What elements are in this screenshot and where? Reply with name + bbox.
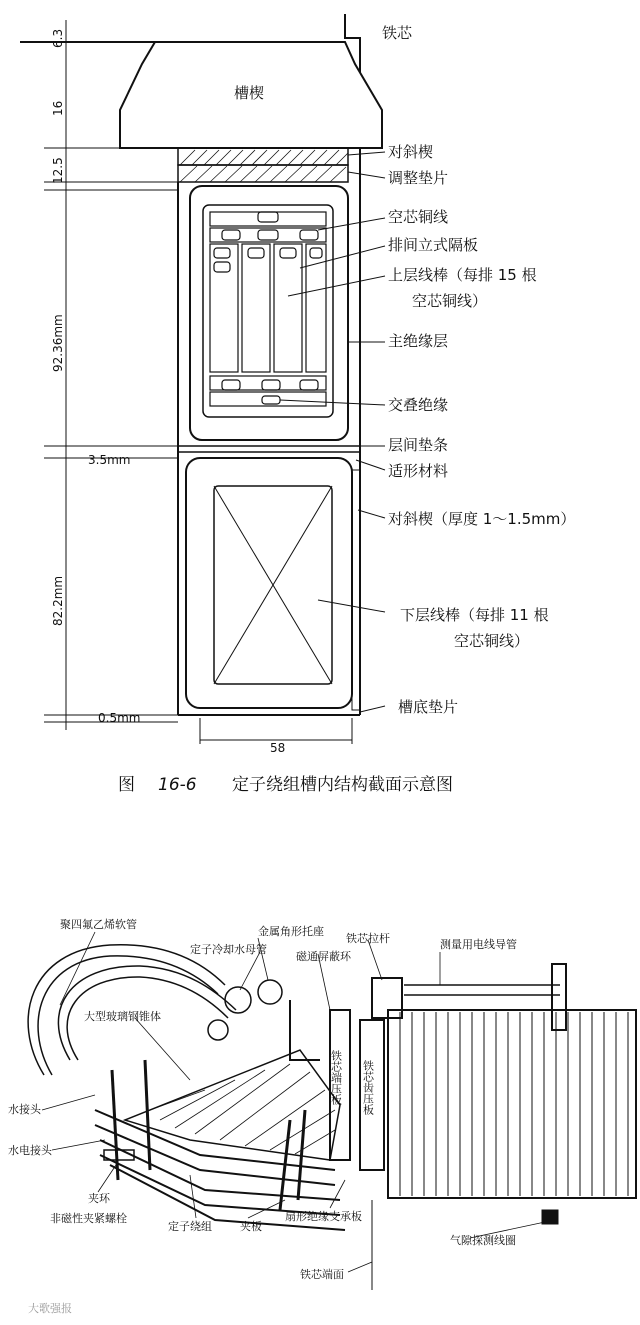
label-metal-bracket: 金属角形托座	[258, 925, 324, 938]
label-stator-winding: 定子绕组	[168, 1220, 212, 1233]
stator-core-block	[388, 1010, 636, 1198]
label-flux-shield: 磁通屏蔽环	[296, 950, 351, 963]
label-core-end-press-plate: 铁芯端压板	[329, 1050, 343, 1105]
dim-6-3: 6.3	[51, 28, 65, 48]
watermark: 大歌强报	[28, 1302, 72, 1315]
label-diag-wedge-top: 对斜楔	[388, 143, 434, 161]
label-upper-bar-line2: 空芯铜线）	[412, 292, 488, 310]
stator-end-structure	[8, 917, 636, 1315]
dim-92-36: 92.36mm	[51, 314, 65, 372]
label-clamp-ring: 夹环	[88, 1192, 110, 1205]
label-fan-support: 扇形绝缘支承板	[285, 1210, 362, 1223]
label-core-tie-rod: 铁芯拉杆	[346, 932, 390, 945]
label-glass-steel-body: 大型玻璃钢锥体	[84, 1010, 161, 1023]
dim-12-5: 12.5	[51, 157, 65, 184]
label-water-joint: 水接头	[8, 1103, 41, 1116]
conduit-flange	[552, 964, 566, 1030]
slot-cross-section	[20, 14, 575, 795]
label-clamp-plate: 夹板	[240, 1220, 262, 1233]
adjust-shim-hatch	[180, 166, 346, 182]
label-overlap-insulation: 交叠绝缘	[388, 396, 449, 414]
diag-wedge-bottom-shape	[352, 470, 360, 710]
caption-number: 16-6	[158, 775, 197, 795]
label-main-insulation: 主绝缘层	[388, 332, 449, 350]
label-layer-strip: 层间垫条	[388, 436, 449, 454]
label-nonmag-bolt: 非磁性夹紧螺栓	[50, 1212, 127, 1225]
caption-title: 定子绕组槽内结构截面示意图	[232, 775, 453, 795]
core-laminations	[400, 1012, 628, 1196]
cone-hatch	[150, 1064, 335, 1154]
label-lower-bar-line2: 空芯铜线）	[454, 632, 530, 650]
dim-3-5: 3.5mm	[88, 453, 131, 467]
dim-16: 16	[51, 100, 65, 116]
label-core-teeth-press-plate: 铁芯齿压板	[361, 1060, 375, 1115]
cooling-header-3	[208, 1020, 228, 1040]
label-airgap-coil: 气隙探测线圈	[450, 1234, 516, 1247]
bolt-2	[145, 1060, 150, 1170]
label-cooling-header: 定子冷却水母管	[190, 943, 267, 956]
dim-58: 58	[270, 741, 286, 755]
upper-bar-strands	[210, 212, 326, 406]
glass-steel-cone	[125, 1050, 340, 1160]
label-slot-bottom-shim: 槽底垫片	[398, 698, 459, 716]
diag-wedge-top-shape	[178, 148, 348, 165]
label-core-end: 铁芯端面	[300, 1268, 344, 1281]
diag-wedge-top-hatch	[180, 150, 348, 165]
label-cable-conduit: 测量用电线导管	[440, 938, 517, 951]
label-lower-bar-line1: 下层线棒（每排 11 根	[400, 606, 549, 624]
label-hollow-wire: 空芯铜线	[388, 208, 449, 226]
label-vertical-spacer: 排间立式隔板	[388, 236, 479, 254]
adjust-shim-shape	[178, 165, 348, 182]
label-core: 铁芯	[382, 24, 413, 42]
label-water-elec-joint: 水电接头	[8, 1144, 52, 1157]
label-upper-bar-line1: 上层线棒（每排 15 根	[388, 266, 537, 284]
label-slot-wedge: 槽楔	[234, 84, 265, 102]
label-conformal: 适形材料	[388, 462, 449, 480]
caption-prefix: 图	[118, 775, 135, 795]
cooling-header-2	[258, 980, 282, 1004]
dim-0-5: 0.5mm	[98, 711, 141, 725]
label-ptfe-hose: 聚四氟乙烯软管	[60, 918, 137, 931]
label-diag-wedge-bottom: 对斜楔（厚度 1～1.5mm）	[388, 510, 576, 528]
metal-bracket-shape	[290, 1000, 320, 1060]
label-adjust-shim: 调整垫片	[388, 169, 449, 187]
lower-bar-main-insulation	[186, 458, 352, 708]
dim-82-2: 82.2mm	[51, 575, 65, 626]
cooling-header-1	[225, 987, 251, 1013]
